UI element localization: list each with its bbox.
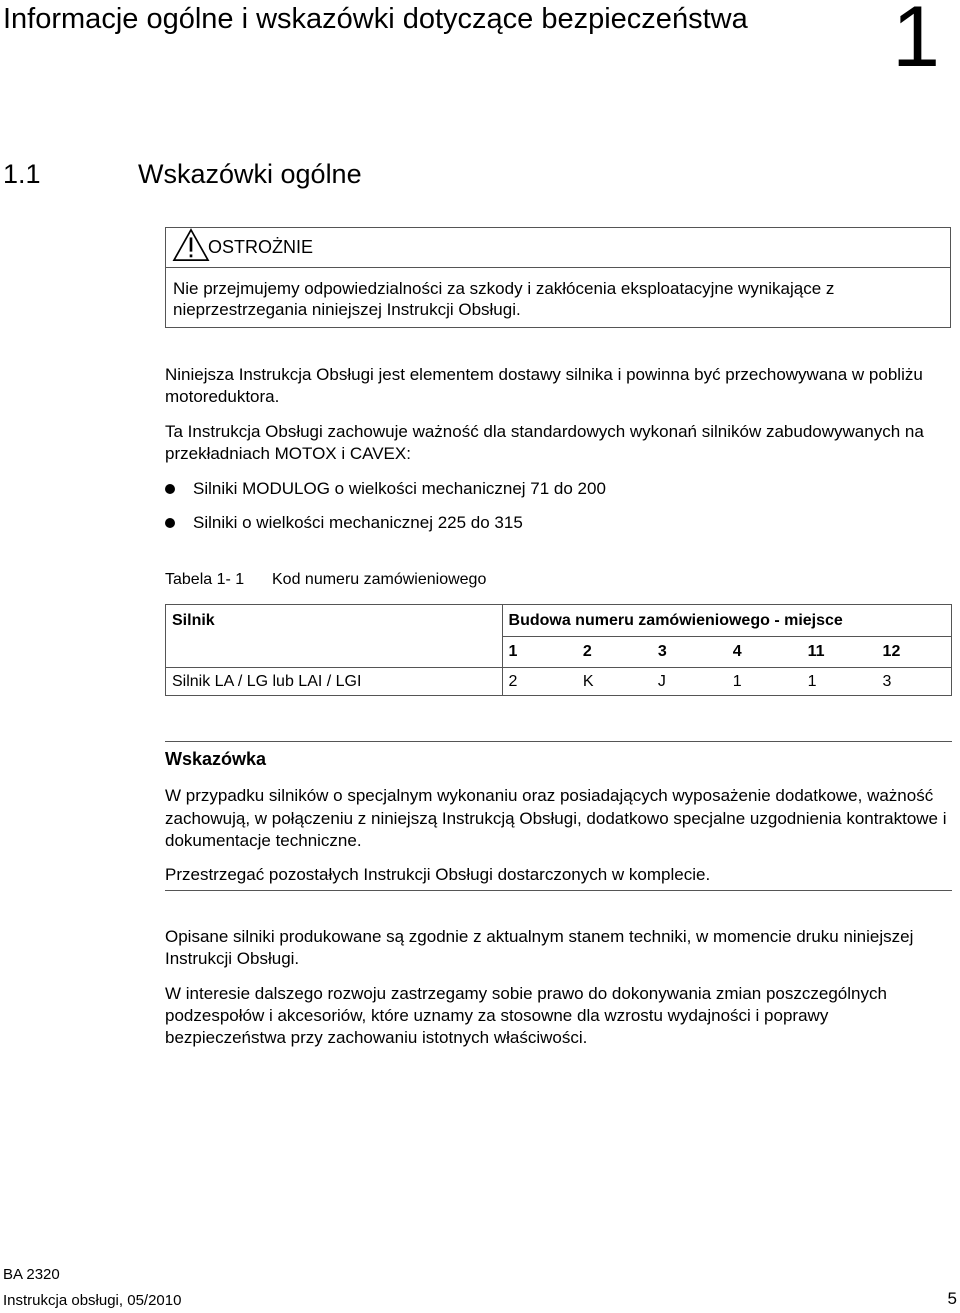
table-caption-number: Tabela 1- 1 — [165, 571, 245, 588]
section-number: 1.1 — [3, 159, 41, 189]
table-header-position: 11 — [802, 637, 877, 668]
motor-list — [165, 478, 606, 546]
table-header-position: 4 — [727, 637, 802, 668]
intro-paragraph: Niniejsza Instrukcja Obsługi jest elementem dostawy silnika i powinna być przechowywana w pobliżu motoreduktora. — [165, 365, 923, 406]
caution-box — [165, 227, 951, 328]
closing-paragraph-2: W interesie dalszego rozwoju zastrzegamy sobie prawo do dokonywania zmian poszczególnych podzespołów i akcesoriów, które uznamy za stosowne dla wzrostu wydajności i poprawy bezpieczeństwa przy zachowaniu istotnych właściwości. — [165, 984, 887, 1047]
table-header-position: 3 — [652, 637, 727, 668]
table-cell: J — [652, 668, 727, 696]
table-cell: K — [577, 668, 652, 696]
bullet-icon — [165, 518, 175, 528]
table-header-empty — [166, 637, 503, 668]
list-item: Silniki MODULOG o wielkości mechanicznej 71 do 200 — [165, 478, 606, 512]
table-caption-title: Kod numeru zamówieniowego — [272, 571, 487, 588]
table-header-group: Budowa numeru zamówieniowego - miejsce — [502, 605, 951, 637]
warning-triangle-icon — [172, 228, 208, 267]
list-item: Silniki o wielkości mechanicznej 225 do 315 — [165, 512, 606, 546]
note-title: Wskazówka — [165, 749, 267, 769]
note-text-secondary: Przestrzegać pozostałych Instrukcji Obsługi dostarczonych w komplecie. — [165, 865, 711, 884]
note-text: W przypadku silników o specjalnym wykonaniu oraz posiadających wyposażenie dodatkowe, ważność zachowują, w połączeniu z niniejszą Instrukcją Obsługi, dodatkowo specjalne uzgodnienia kontraktowe i dokumentacje techniczne. — [165, 786, 947, 850]
caution-header — [166, 228, 950, 268]
section-title: Wskazówki ogólne — [138, 159, 362, 189]
table-cell: 1 — [727, 668, 802, 696]
caution-text: Nie przejmujemy odpowiedzialności za szkody i zakłócenia eksploatacyjne wynikające z nieprzestrzegania niniejszej Instrukcji Obsługi. — [173, 279, 835, 319]
table-header-position: 2 — [577, 637, 652, 668]
footer-doc-id: BA 2320 — [3, 1266, 60, 1283]
bullet-icon — [165, 484, 175, 494]
table-header-position: 1 — [502, 637, 577, 668]
order-number-table — [165, 604, 952, 696]
table-cell: 2 — [502, 668, 577, 696]
table-header-motor: Silnik — [166, 605, 503, 637]
section-heading — [3, 157, 362, 191]
closing-paragraph: Opisane silniki produkowane są zgodnie z aktualnym stanem techniki, w momencie druku niniejszej Instrukcji Obsługi. — [165, 927, 914, 968]
table-header-position: 12 — [877, 637, 952, 668]
note-bottom-rule — [165, 890, 952, 891]
footer-subtitle: Instrukcja obsługi, 05/2010 — [3, 1292, 182, 1309]
table-row — [166, 668, 952, 696]
page-number: 5 — [947, 1289, 957, 1308]
table-caption — [165, 569, 486, 591]
note-top-rule — [165, 741, 952, 742]
validity-paragraph: Ta Instrukcja Obsługi zachowuje ważność dla standardowych wykonań silników zabudowywanych na przekładniach MOTOX i CAVEX: — [165, 422, 924, 463]
chapter-title: Informacje ogólne i wskazówki dotyczące bezpieczeństwa — [3, 3, 748, 35]
table-cell: 3 — [877, 668, 952, 696]
table-cell: 1 — [802, 668, 877, 696]
table-cell-label: Silnik LA / LG lub LAI / LGI — [166, 668, 503, 696]
caution-label: OSTROŻNIE — [208, 237, 314, 257]
chapter-number: 1 — [892, 0, 940, 85]
